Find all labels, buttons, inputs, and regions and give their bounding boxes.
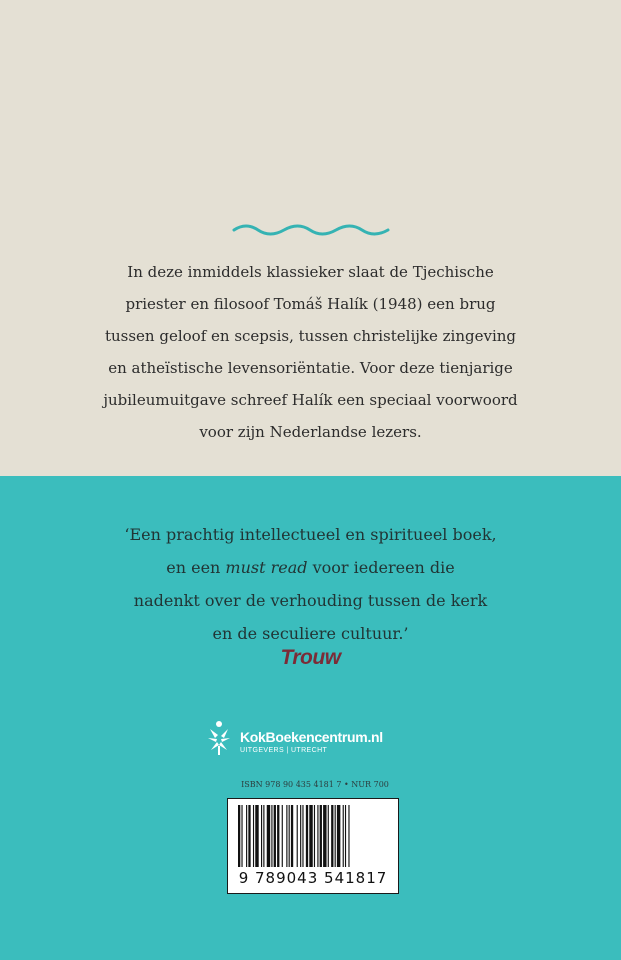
blurb-line: jubileumuitgave schreef Halík een speciaal voorwoord: [103, 391, 518, 409]
blurb-line: en atheïstische levensoriëntatie. Voor deze tienjarige: [108, 359, 513, 377]
barcode-bars: [236, 805, 390, 867]
quote-text: en een: [166, 558, 226, 577]
barcode-bar: [337, 805, 340, 867]
quote-text: voor iedereen die: [307, 558, 455, 577]
publisher-subtitle: UITGEVERS | UTRECHT: [240, 747, 328, 754]
barcode-bar: [286, 805, 287, 867]
barcode-bar: [328, 805, 329, 867]
barcode-bar: [335, 805, 336, 867]
barcode-bar: [277, 805, 279, 867]
blurb-text: [70, 256, 551, 448]
barcode-bar: [246, 805, 247, 867]
barcode-bar: [302, 805, 303, 867]
barcode-bar: [320, 805, 322, 867]
quote-line: nadenkt over de verhouding tussen de kerk: [133, 591, 488, 610]
barcode-bar: [343, 805, 344, 867]
wave-ornament-icon: [232, 220, 390, 240]
barcode-bar: [267, 805, 270, 867]
barcode-bar: [274, 805, 276, 867]
barcode-bar: [291, 805, 293, 867]
barcode-bar: [263, 805, 264, 867]
barcode-bar: [248, 805, 250, 867]
quote-line: ‘Een prachtig intellectueel en spiritueel boek,: [124, 525, 497, 544]
barcode-bar: [300, 805, 301, 867]
quote-line: en de seculiere cultuur.’: [212, 624, 409, 643]
barcode-bar: [253, 805, 254, 867]
blurb-line: In deze inmiddels klassieker slaat de Tjechische: [127, 263, 494, 281]
barcode-bar: [331, 805, 333, 867]
quote-line: [50, 551, 571, 584]
blurb-line: tussen geloof en scepsis, tussen christelijke zingeving: [104, 327, 517, 345]
barcode-bar: [314, 805, 315, 867]
barcode-bar: [306, 805, 308, 867]
quote-source: Trouw: [280, 646, 341, 669]
barcode-digits: 9 789043 541817: [238, 869, 388, 887]
barcode-bar: [297, 805, 298, 867]
barcode-bar: [345, 805, 346, 867]
barcode-bar: [255, 805, 258, 867]
barcode-bar: [241, 805, 242, 867]
blurb-line: priester en filosoof Tomáš Halík (1948) een brug: [125, 295, 496, 313]
barcode-bar: [282, 805, 283, 867]
barcode: [227, 798, 399, 894]
barcode-bar: [261, 805, 262, 867]
blurb-line: voor zijn Nederlandse lezers.: [199, 423, 422, 441]
quote-emphasis: must read: [225, 558, 308, 577]
barcode-bar: [323, 805, 326, 867]
isbn-line: ISBN 978 90 435 4181 7 • NUR 700: [241, 780, 389, 789]
barcode-bar: [317, 805, 318, 867]
kok-star-icon: [206, 720, 236, 758]
publisher-name: KokBoekencentrum.nl: [240, 729, 383, 745]
barcode-bar: [271, 805, 272, 867]
barcode-bar: [309, 805, 312, 867]
barcode-bar: [238, 805, 240, 867]
review-quote: [50, 518, 571, 650]
barcode-bar: [348, 805, 349, 867]
barcode-bar: [289, 805, 290, 867]
publisher-logo: [206, 720, 426, 760]
